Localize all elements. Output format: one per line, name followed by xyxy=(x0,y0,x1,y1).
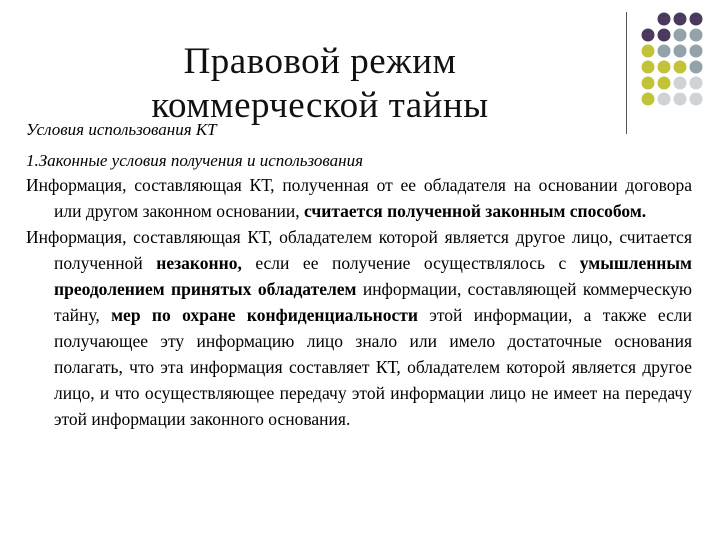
decorative-dot xyxy=(658,29,671,42)
decorative-dot xyxy=(690,77,703,90)
bold-text-segment: считается полученной законным способом. xyxy=(303,201,647,221)
slide-body xyxy=(26,150,692,432)
text-segment: Информация, составляющая КТ, обладателем которой является другое лицо, считается полученной xyxy=(26,227,692,273)
decorative-dot xyxy=(642,93,655,106)
decorative-dot xyxy=(674,45,687,58)
text-segment: этой информации, а также если получающее эту информацию лицо знало или имело достаточные основания полагать, что эта информация составляет КТ, обладателем которой является другое лицо, и что осуществляющее передачу этой информации лицо не имеет на передачу этой информации законного основания. xyxy=(54,305,692,429)
decorative-dot xyxy=(658,61,671,74)
slide-subtitle: Условия использования КТ xyxy=(26,120,217,139)
decorative-dot xyxy=(658,93,671,106)
decorative-dot xyxy=(642,61,655,74)
paragraph-unlawful-acquisition xyxy=(26,224,692,432)
slide-title: Правовой режим коммерческой тайны xyxy=(151,41,489,126)
section-heading: 1.Законные условия получения и использования xyxy=(26,151,363,170)
bold-text-segment: незаконно, xyxy=(156,253,242,273)
decorative-dot xyxy=(690,45,703,58)
bold-text-segment: мер по охране конфиденциальности xyxy=(111,305,418,325)
decorative-dot xyxy=(690,13,703,26)
decorative-dot xyxy=(690,29,703,42)
decorative-dot xyxy=(674,13,687,26)
decorative-dot xyxy=(642,77,655,90)
decorative-dot xyxy=(674,93,687,106)
decorative-dot xyxy=(674,61,687,74)
bold-text-segment: умышленным преодолением принятых обладателем xyxy=(54,253,692,299)
text-segment: если ее получение осуществлялось с xyxy=(241,253,580,273)
decorative-dot xyxy=(642,45,655,58)
text-segment: информации, составляющей коммерческую тайну, xyxy=(54,279,692,325)
text-segment: Информация, составляющая КТ, полученная от ее обладателя на основании договора или другом законном основании, xyxy=(26,175,692,221)
decorative-dot xyxy=(658,45,671,58)
decorative-dot xyxy=(690,61,703,74)
decorative-dot xyxy=(658,77,671,90)
decorative-dot xyxy=(690,93,703,106)
decorative-dot xyxy=(674,29,687,42)
corner-dot-grid xyxy=(640,12,720,112)
decorative-dot xyxy=(658,13,671,26)
decorative-dot xyxy=(674,77,687,90)
decorative-dot xyxy=(642,29,655,42)
title-divider-line xyxy=(626,12,627,134)
paragraph-lawful-acquisition xyxy=(26,172,692,224)
